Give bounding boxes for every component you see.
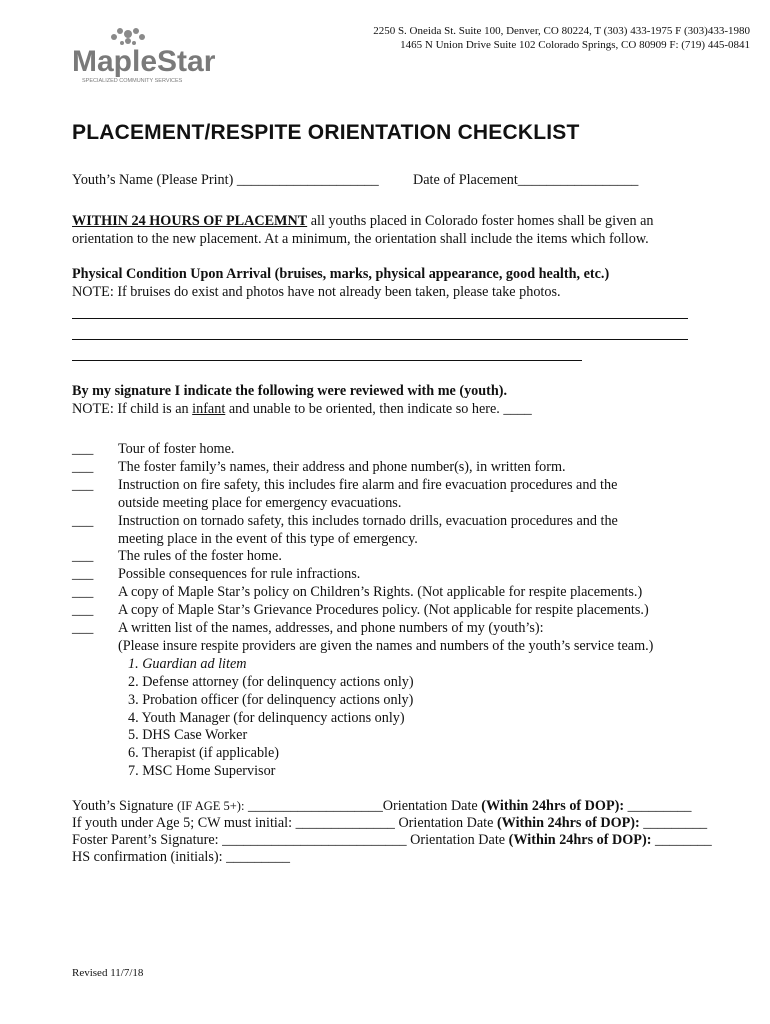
checklist-item: Instruction on tornado safety, this includes tornado drills, evacuation procedures and the: [118, 513, 618, 529]
youth-signature-label: Youth’s Signature: [72, 798, 177, 814]
orientation-date-blank[interactable]: ________: [651, 832, 712, 848]
contact-item: 5. DHS Case Worker: [128, 727, 248, 743]
check-blank-3[interactable]: ___: [72, 477, 94, 493]
check-blank-2[interactable]: ___: [72, 459, 94, 475]
maple-leaf-icon: [111, 28, 145, 45]
youth-signature-blank[interactable]: ___________________: [244, 798, 383, 814]
check-blank-8[interactable]: ___: [72, 602, 94, 618]
address-line-2: 1465 N Union Drive Suite 102 Colorado Springs, CO 80909 F: (719) 445-0841: [400, 39, 750, 51]
maplestar-logo: [70, 26, 216, 86]
youth-age-note: (IF AGE 5+):: [176, 799, 245, 813]
under5-row[interactable]: [72, 815, 707, 833]
contact-item: 4. Youth Manager (for delinquency actions only): [128, 710, 405, 726]
checklist-item: The foster family’s names, their address and phone number(s), in written form.: [118, 459, 566, 475]
check-blank-1[interactable]: ___: [72, 441, 94, 457]
orientation-date-label: Orientation Date: [382, 798, 482, 814]
orientation-date-note: (Within 24hrs of DOP):: [496, 815, 640, 831]
infant-note-suffix: and unable to be oriented, then indicate so here. ____: [225, 401, 532, 417]
physical-note: NOTE: If bruises do exist and photos have not already been taken, please take photos.: [72, 284, 561, 300]
checklist-item: Instruction on fire safety, this includes fire alarm and fire evacuation procedures and the: [118, 477, 618, 493]
logo-text: MapleStar: [72, 45, 216, 78]
hs-confirmation-row[interactable]: HS confirmation (initials): _________: [72, 849, 290, 865]
physical-line-1[interactable]: [72, 318, 688, 319]
intro-rest: all youths placed in Colorado foster homes shall be given an: [307, 213, 654, 229]
checklist-item: outside meeting place for emergency evacuations.: [118, 495, 402, 511]
under5-label: If youth under Age 5; CW must initial: ______________: [72, 815, 399, 831]
intro-line-2: orientation to the new placement. At a minimum, the orientation shall include the items which follow.: [72, 231, 649, 247]
contact-item: 1. Guardian ad litem: [128, 656, 247, 672]
checklist-item: The rules of the foster home.: [118, 548, 282, 564]
checklist-item: A copy of Maple Star’s Grievance Procedures policy. (Not applicable for respite placements.): [118, 602, 649, 618]
page-title: PLACEMENT/RESPITE ORIENTATION CHECKLIST: [72, 121, 580, 144]
checklist-item: A written list of the names, addresses, and phone numbers of my (youth’s):: [118, 620, 544, 636]
signature-heading: By my signature I indicate the following were reviewed with me (youth).: [72, 383, 508, 399]
contact-item: 7. MSC Home Supervisor: [128, 763, 276, 779]
checklist-item: (Please insure respite providers are given the names and numbers of the youth’s service team.): [118, 638, 654, 654]
intro-lead: WITHIN 24 HOURS OF PLACEMNT: [72, 213, 308, 229]
orientation-date-note: (Within 24hrs of DOP):: [481, 798, 625, 814]
checklist-item: Possible consequences for rule infractions.: [118, 566, 361, 582]
physical-line-3[interactable]: [72, 360, 582, 361]
check-blank-7[interactable]: ___: [72, 584, 94, 600]
check-blank-4[interactable]: ___: [72, 513, 94, 529]
checklist-item: Tour of foster home.: [118, 441, 235, 457]
check-blank-5[interactable]: ___: [72, 548, 94, 564]
orientation-date-blank[interactable]: _________: [639, 815, 708, 831]
youth-name-field[interactable]: Youth’s Name (Please Print) ____________________: [72, 172, 379, 188]
address-line-1: 2250 S. Oneida St. Suite 100, Denver, CO 80224, T (303) 433-1975 F (303)433-1980: [373, 25, 750, 37]
foster-parent-row[interactable]: [72, 832, 712, 850]
orientation-date-note: (Within 24hrs of DOP):: [508, 832, 652, 848]
infant-note-prefix: NOTE: If child is an: [72, 401, 193, 417]
foster-parent-label: Foster Parent’s Signature: __________________________: [72, 832, 411, 848]
orientation-date-label: Orientation Date: [398, 815, 497, 831]
revision-footer: Revised 11/7/18: [72, 967, 144, 979]
physical-line-2[interactable]: [72, 339, 688, 340]
contact-item: 3. Probation officer (for delinquency actions only): [128, 692, 414, 708]
contact-item: 2. Defense attorney (for delinquency actions only): [128, 674, 414, 690]
orientation-date-label: Orientation Date: [410, 832, 509, 848]
check-blank-6[interactable]: ___: [72, 566, 94, 582]
orientation-date-blank[interactable]: _________: [624, 798, 692, 814]
physical-heading: Physical Condition Upon Arrival (bruises, marks, physical appearance, good health, etc.): [72, 266, 610, 282]
infant-word: infant: [192, 401, 226, 417]
intro-line-1: [72, 213, 654, 231]
date-of-placement-field[interactable]: Date of Placement_________________: [413, 172, 639, 188]
contact-item: 6. Therapist (if applicable): [128, 745, 280, 761]
youth-signature-row[interactable]: [72, 798, 691, 816]
infant-note: [72, 401, 532, 419]
logo-tagline: SPECIALIZED COMMUNITY SERVICES: [82, 78, 183, 84]
checklist-item: meeting place in the event of this type of emergency.: [118, 531, 418, 547]
check-blank-9[interactable]: ___: [72, 620, 94, 636]
header-address: [373, 24, 750, 52]
checklist-item: A copy of Maple Star’s policy on Children’s Rights. (Not applicable for respite placements.): [118, 584, 643, 600]
